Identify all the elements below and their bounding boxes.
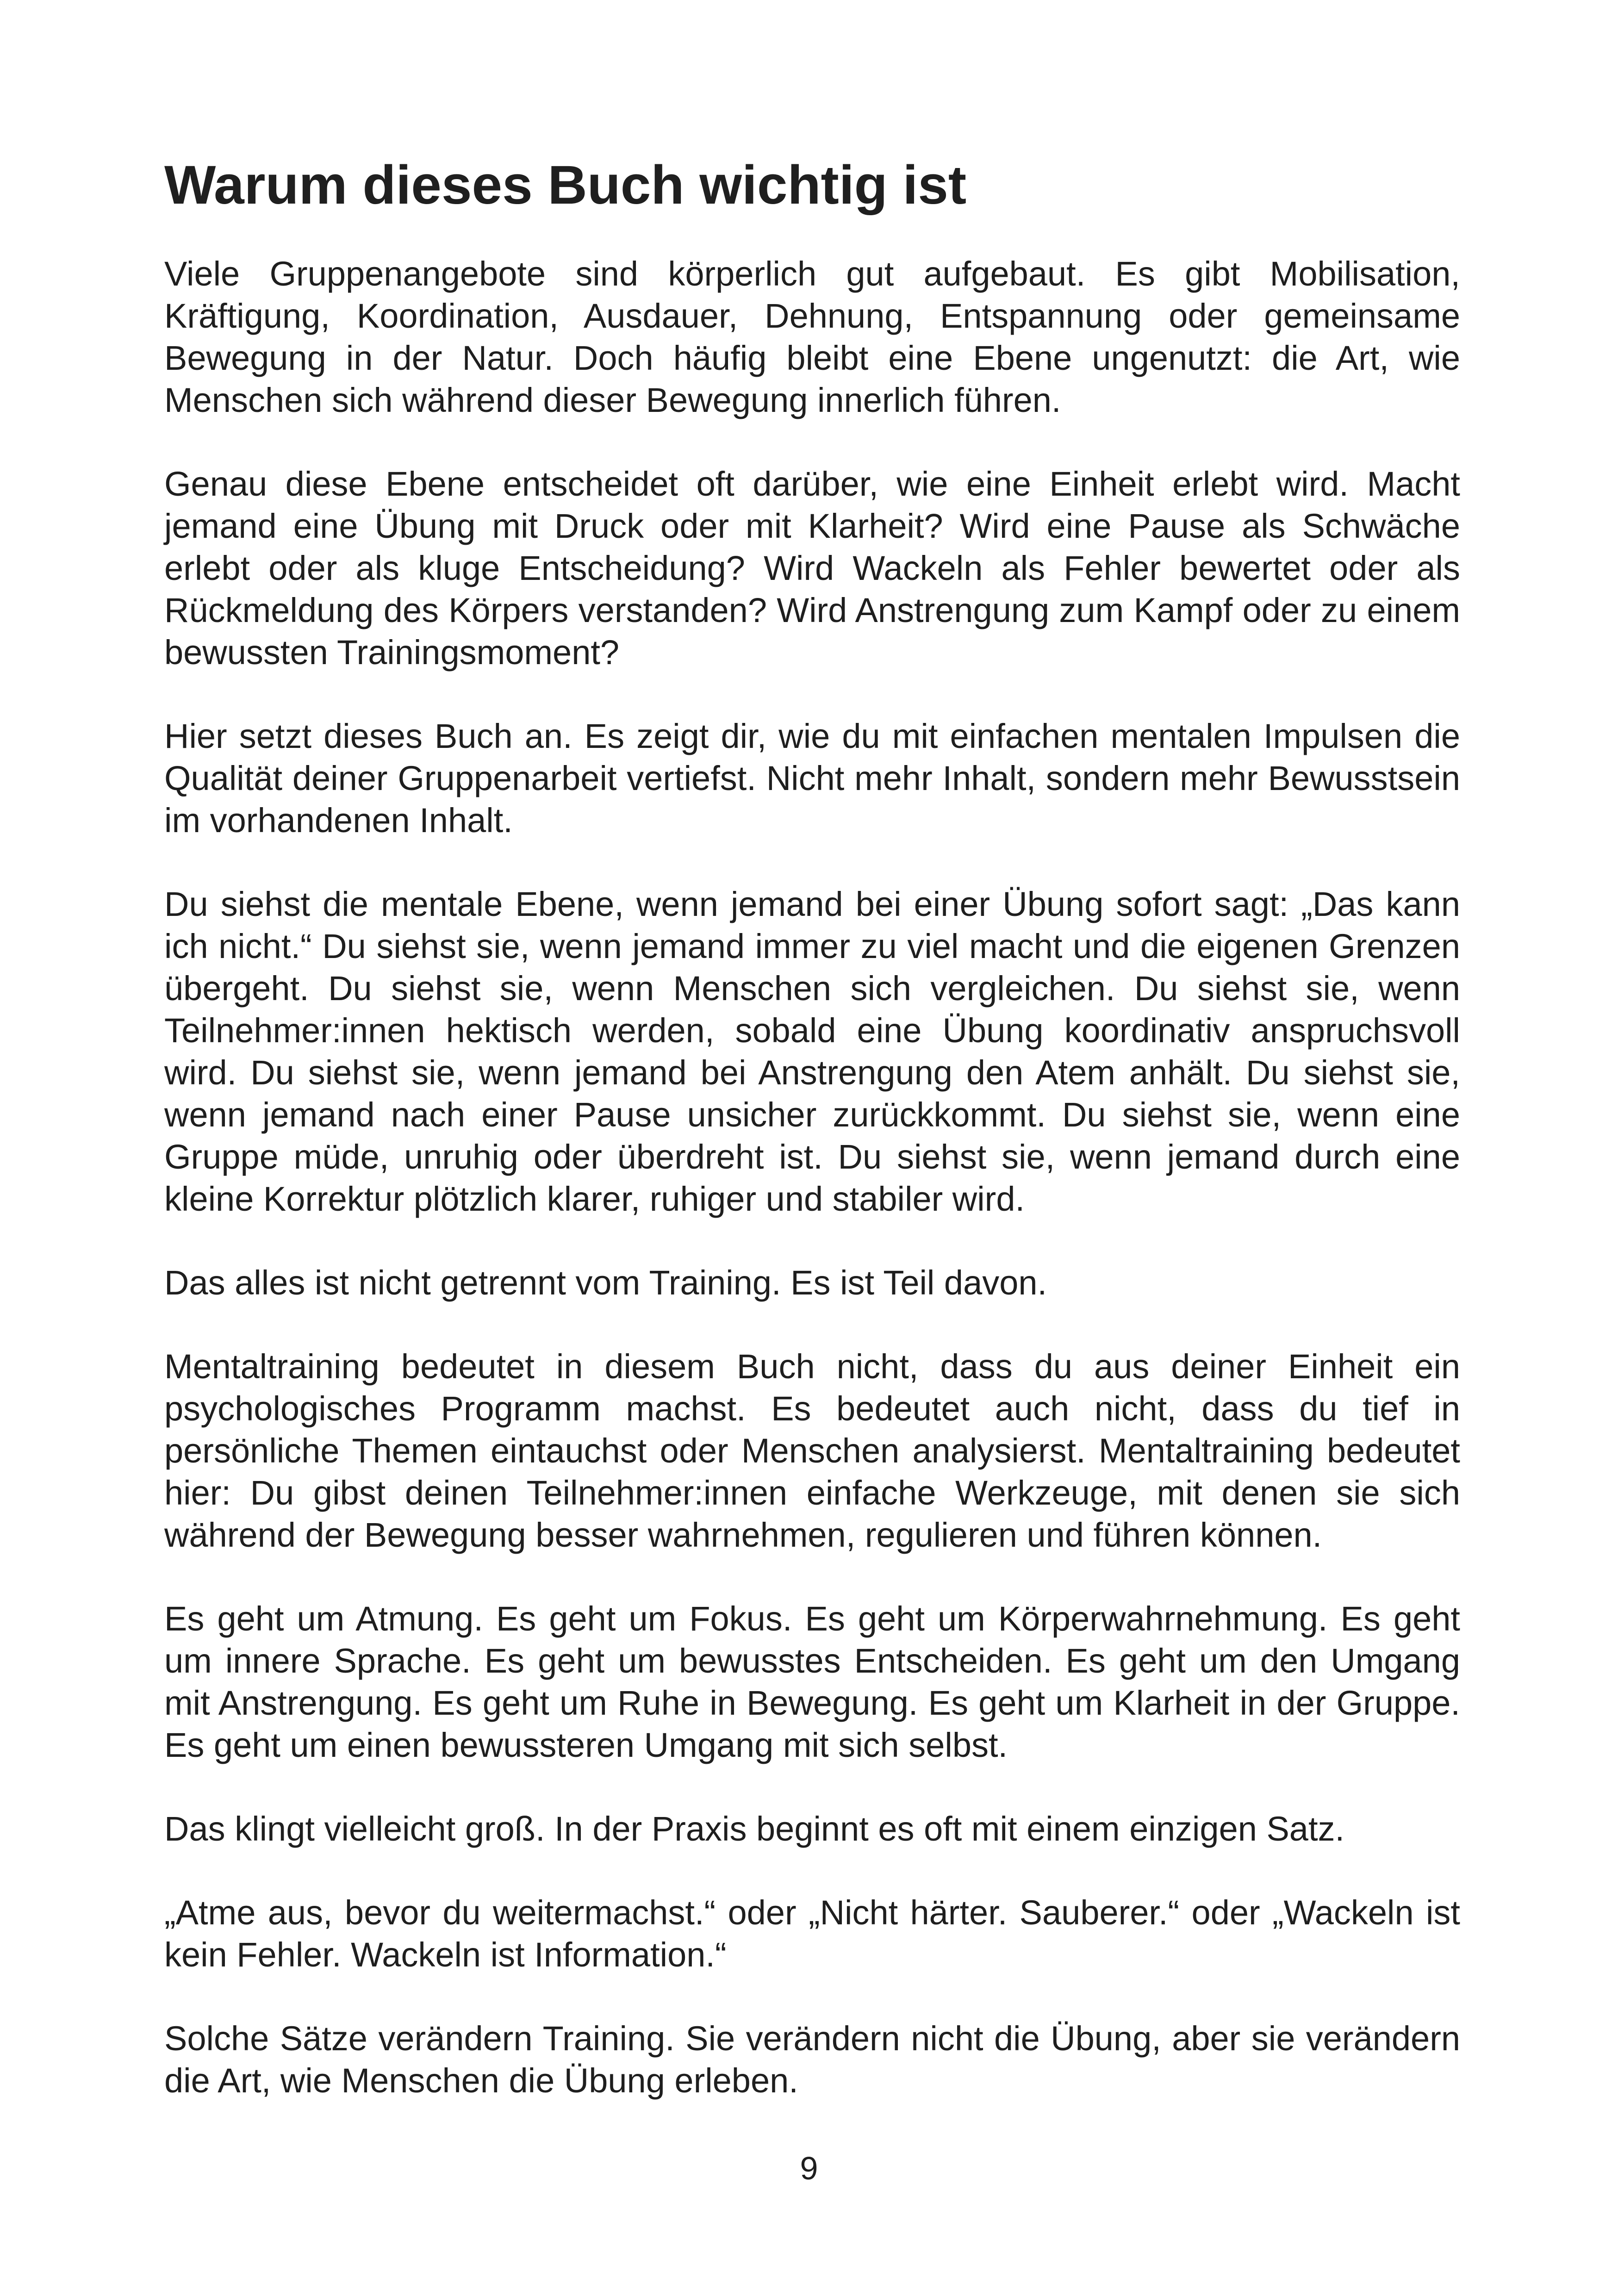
paragraph-6: Mentaltraining bedeutet in diesem Buch nicht, dass du aus deiner Einheit ein psychologisches Programm machst. Es bedeutet auch nicht, dass du tief in persönliche Themen eintauchst oder Menschen analysierst. Mentaltraining bedeutet hier: Du gibst deinen Teilnehmer:innen einfache Werkzeuge, mit denen sie sich während der Bewegung besser wahrnehmen, regulieren und führen können. — [164, 1347, 1460, 1554]
paragraph-1: Viele Gruppenangebote sind körperlich gut aufgebaut. Es gibt Mobilisation, Kräftigung, Koordination, Ausdauer, Dehnung, Entspannung oder gemeinsame Bewegung in der Natur. Doch häufig bleibt eine Ebene ungenutzt: die Art, wie Menschen sich während dieser Bewegung innerlich führen. — [164, 255, 1460, 419]
page-title: Warum dieses Buch wichtig ist — [164, 155, 967, 216]
paragraph-10: Solche Sätze verändern Training. Sie verändern nicht die Übung, aber sie verändern die Art, wie Menschen die Übung erleben. — [164, 2019, 1460, 2100]
paragraph-3: Hier setzt dieses Buch an. Es zeigt dir, wie du mit einfachen mentalen Impulsen die Qualität deiner Gruppenarbeit vertiefst. Nicht mehr Inhalt, sondern mehr Bewusstsein im vorhandenen Inhalt. — [164, 717, 1460, 840]
paragraph-9: „Atme aus, bevor du weitermachst.“ oder „Nicht härter. Sauberer.“ oder „Wackeln ist kein Fehler. Wackeln ist Information.“ — [164, 1893, 1460, 1974]
paragraph-8: Das klingt vielleicht groß. In der Praxis beginnt es oft mit einem einzigen Satz. — [164, 1810, 1345, 1848]
paragraph-5: Das alles ist nicht getrennt vom Training. Es ist Teil davon. — [164, 1263, 1047, 1302]
page-number: 9 — [800, 2150, 818, 2186]
paragraph-7: Es geht um Atmung. Es geht um Fokus. Es geht um Körperwahrnehmung. Es geht um innere Sprache. Es geht um bewusstes Entscheiden. Es geht um den Umgang mit Anstrengung. Es geht um Ruhe in Bewegung. Es geht um Klarheit in der Gruppe. Es geht um einen bewussteren Umgang mit sich selbst. — [164, 1599, 1460, 1764]
paragraph-4: Du siehst die mentale Ebene, wenn jemand bei einer Übung sofort sagt: „Das kann ich nicht.“ Du siehst sie, wenn jemand immer zu viel macht und die eigenen Grenzen übergeht. Du siehst sie, wenn Menschen sich vergleichen. Du siehst sie, wenn Teilnehmer:innen hektisch werden, sobald eine Übung koordinativ anspruchsvoll wird. Du siehst sie, wenn jemand bei Anstrengung den Atem anhält. Du siehst sie, wenn jemand nach einer Pause unsicher zurückkommt. Du siehst sie, wenn eine Gruppe müde, unruhig oder überdreht ist. Du siehst sie, wenn jemand durch eine kleine Korrektur plötzlich klarer, ruhiger und stabiler wird. — [164, 885, 1460, 1218]
paragraph-2: Genau diese Ebene entscheidet oft darüber, wie eine Einheit erlebt wird. Macht jemand eine Übung mit Druck oder mit Klarheit? Wird eine Pause als Schwäche erlebt oder als kluge Entscheidung? Wird Wackeln als Fehler bewertet oder als Rückmeldung des Körpers verstanden? Wird Anstrengung zum Kampf oder zu einem bewussten Trainingsmoment? — [164, 465, 1460, 672]
body-text — [164, 253, 1460, 2143]
